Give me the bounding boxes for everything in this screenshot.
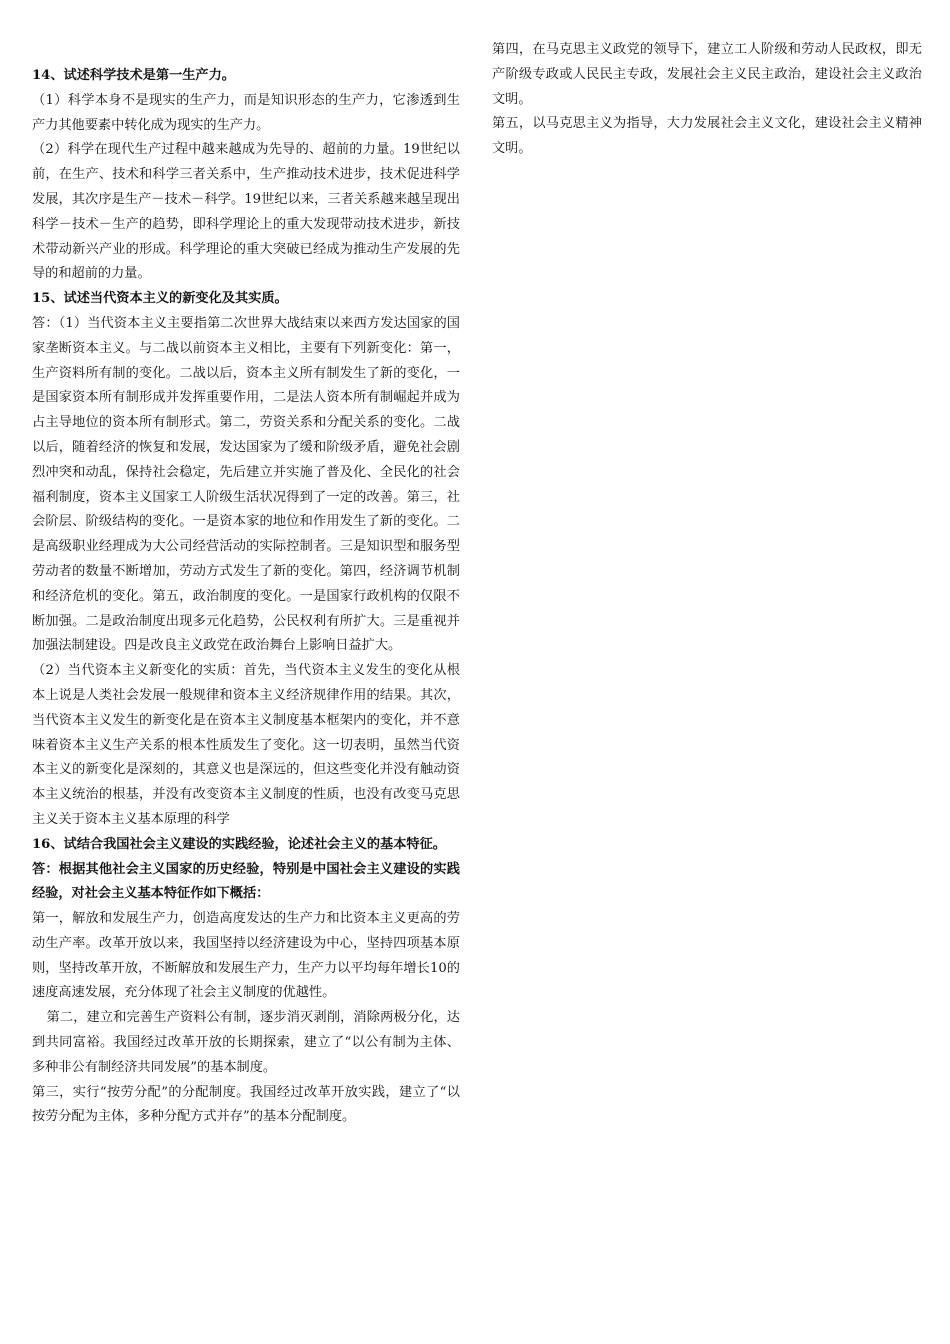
question-15-title: 15、试述当代资本主义的新变化及其实质。	[32, 291, 288, 307]
question-16-paragraph-3: 第三，实行“按劳分配”的分配制度。我国经过改革开放实践，建立了“以按劳分配为主体，多种分配方式并存”的基本分配制度。	[32, 1084, 460, 1125]
question-16-paragraph-4: 第四，在马克思主义政党的领导下，建立工人阶级和劳动人民政权，即无产阶级专政或人民民主专政，发展社会主义民主政治，建设社会主义政治文明。	[492, 42, 922, 107]
question-14-title: 14、试述科学技术是第一生产力。	[32, 68, 235, 83]
question-14-paragraph-1: （1）科学本身不是现实的生产力，而是知识形态的生产力，它渗透到生产力其他要素中转化成为现实的生产力。	[32, 92, 460, 133]
question-15-paragraph-1: 答：（1）当代资本主义主要指第二次世界大战结束以来西方发达国家的国家垄断资本主义。与二战以前资本主义相比，主要有下列新变化：第一，生产资料所有制的变化。二战以后，资本主义所有制发生了新的变化，一是国家资本所有制形成并发挥重要作用，二是法人资本所有制崛起并成为占主导地位的资本所有制形式。第二，劳资关系和分配关系的变化。二战以后，随着经济的恢复和发展，发达国家为了缓和阶级矛盾，避免社会剧烈冲突和动乱，保持社会稳定，先后建立并实施了普及化、全民化的社会福利制度，资本主义国家工人阶级生活状况得到了一定的改善。第三，社会阶层、阶级结构的变化。一是资本家的地位和作用发生了新的变化。二是高级职业经理成为大公司经营活动的实际控制者。三是知识型和服务型劳动者的数量不断增加，劳动方式发生了新的变化。第四，经济调节机制和经济危机的变化。第五，政治制度的变化。一是国家行政机构的仅限不断加强。二是政治制度出现多元化趋势，公民权利有所扩大。三是重视并加强法制建设。四是改良主义政党在政治舞台上影响日益扩大。	[32, 315, 460, 654]
question-16-paragraph-1: 第一，解放和发展生产力，创造高度发达的生产力和比资本主义更高的劳动生产率。改革开放以来，我国坚持以经济建设为中心，坚持四项基本原则，坚持改革开放，不断解放和发展生产力，生产力以平均每年增长10的速度高速发展，充分体现了社会主义制度的优越性。	[32, 911, 460, 1001]
right-column	[492, 0, 922, 162]
question-16-paragraph-5: 第五，以马克思主义为指导，大力发展社会主义文化，建设社会主义精神文明。	[492, 116, 922, 157]
question-14-paragraph-2: （2）科学在现代生产过程中越来越成为先导的、超前的力量。19世纪以前，在生产、技术和科学三者关系中，生产推动技术进步，技术促进科学发展，其次序是生产－技术－科学。19世纪以来，三者关系越来越呈现出科学－技术－生产的趋势，即科学理论上的重大发现带动技术进步，新技术带动新兴产业的形成。科学理论的重大突破已经成为推动生产发展的先导的和超前的力量。	[32, 142, 460, 282]
question-16-answer-intro: 答：根据其他社会主义国家的历史经验，特别是中国社会主义建设的实践经验，对社会主义基本特征作如下概括：	[32, 861, 460, 902]
question-15-paragraph-2: （2）当代资本主义新变化的实质：首先，当代资本主义发生的变化从根本上说是人类社会发展一般规律和资本主义经济规律作用的结果。其次，当代资本主义发生的新变化是在资本主义制度基本框架内的变化，并不意味着资本主义生产关系的根本性质发生了变化。这一切表明，虽然当代资本主义的新变化是深刻的，其意义也是深远的，但这些变化并没有触动资本主义统治的根基，并没有改变资本主义制度的性质，也没有改变马克思主义关于资本主义基本原理的科学	[32, 663, 460, 827]
question-16-title: 16、试结合我国社会主义建设的实践经验，论述社会主义的基本特征。	[32, 836, 446, 852]
left-column	[32, 0, 460, 1130]
question-16-paragraph-2: 第二，建立和完善生产资料公有制，逐步消灭剥削，消除两极分化，达到共同富裕。我国经过改革开放的长期探索，建立了“以公有制为主体、多种非公有制经济共同发展”的基本制度。	[32, 1010, 460, 1075]
